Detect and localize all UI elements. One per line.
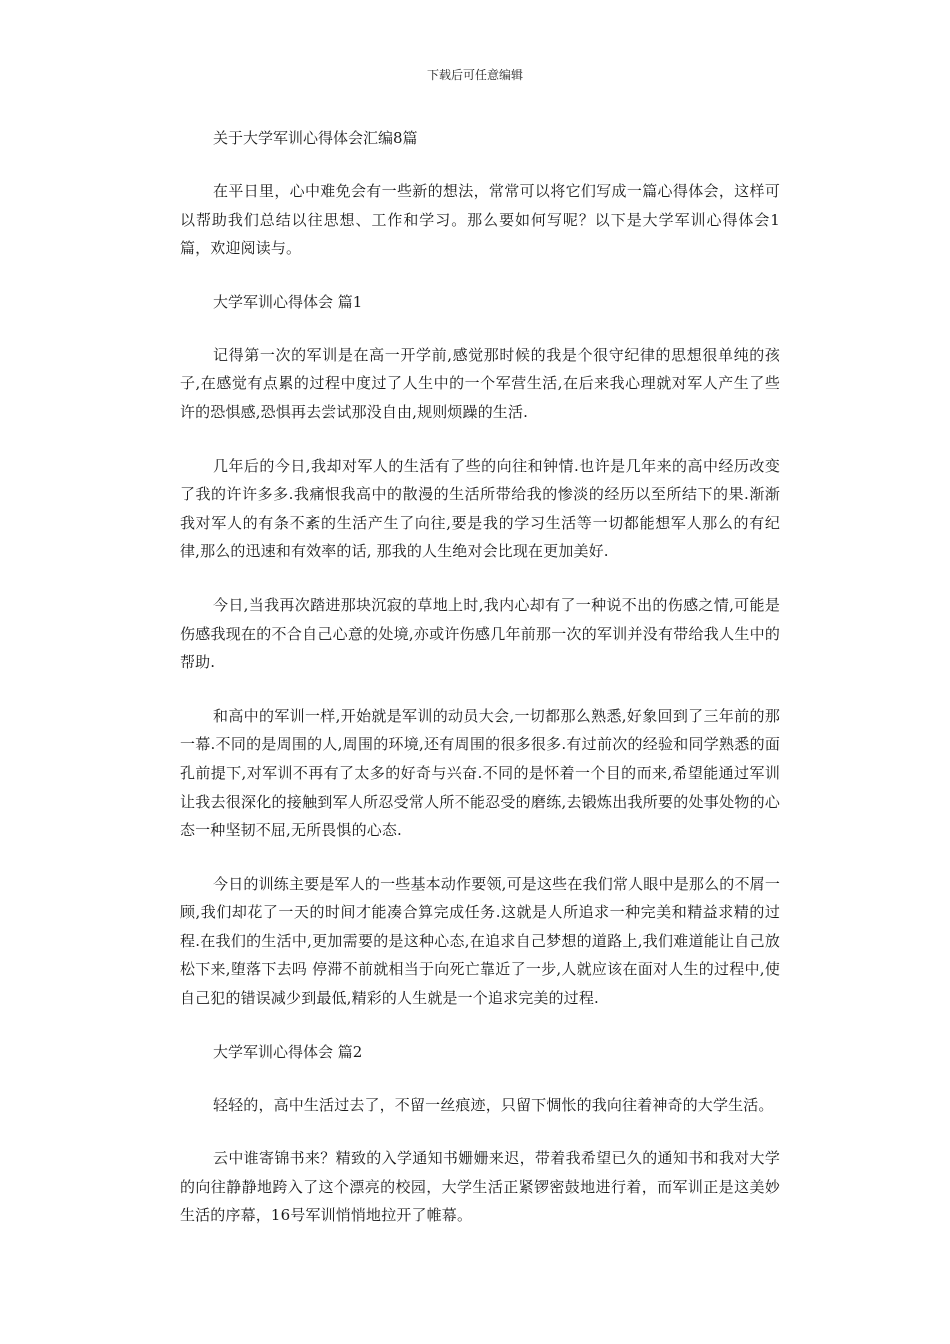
section-paragraph: 今日的训练主要是军人的一些基本动作要领,可是这些在我们常人眼中是那么的不屑一顾,我们却花了一天的时间才能凑合算完成任务.这就是人所追求一种完美和精益求精的过程.在我们的生活中,更加需要的是这种心态,在追求自己梦想的道路上,我们难道能让自己放松下来,堕落下去吗 停滞不前就相当于向死亡靠近了一步,人就应该在面对人生的过程中,使自己犯的错误减少到最低,精彩的人生就是一个追求完美的过程. — [180, 874, 780, 1008]
section-paragraph: 云中谁寄锦书来？精致的入学通知书姗姗来迟，带着我希望已久的通知书和我对大学的向往静静地跨入了这个漂亮的校园，大学生活正紧锣密鼓地进行着，而军训正是这美妙生活的序幕，16号军训悄悄地拉开了帷幕。 — [180, 1149, 780, 1225]
section-paragraph: 轻轻的，高中生活过去了，不留一丝痕迹，只留下惆怅的我向往着神奇的大学生活。 — [213, 1095, 774, 1114]
page-header-note: 下载后可任意编辑 — [426, 68, 523, 82]
document-body — [180, 124, 780, 1255]
section-paragraph: 和高中的军训一样,开始就是军训的动员大会,一切都那么熟悉,好象回到了三年前的那一幕.不同的是周围的人,周围的环境,还有周围的很多很多.有过前次的经验和同学熟悉的面孔前提下,对军训不再有了太多的好奇与兴奋.不同的是怀着一个目的而来,希望能通过军训让我去很深化的接触到军人所忍受常人所不能忍受的磨练,去锻炼出我所要的处事处物的心态一种坚韧不屈,无所畏惧的心态. — [180, 706, 780, 840]
section-title: 大学军训心得体会 篇1 — [213, 292, 363, 311]
section-paragraph: 几年后的今日,我却对军人的生活有了些的向往和钟情.也许是几年来的高中经历改变了我的许许多多.我痛恨我高中的散漫的生活所带给我的惨淡的经历以至所结下的果.渐渐我对军人的有条不紊的生活产生了向往,要是我的学习生活等一切都能想军人那么的有纪律,那么的迅速和有效率的话, 那我的人生绝对会比现在更加美好. — [180, 456, 780, 561]
section-paragraph: 记得第一次的军训是在高一开学前,感觉那时候的我是个很守纪律的思想很单纯的孩子,在感觉有点累的过程中度过了人生中的一个军营生活,在后来我心理就对军人产生了些许的恐惧感,恐惧再去尝试那没自由,规则烦躁的生活. — [180, 345, 780, 421]
intro-paragraph: 在平日里，心中难免会有一些新的想法，常常可以将它们写成一篇心得体会，这样可以帮助我们总结以往思想、工作和学习。那么要如何写呢？以下是大学军训心得体会1篇，欢迎阅读与。 — [180, 182, 780, 258]
document-title: 关于大学军训心得体会汇编8篇 — [213, 129, 418, 147]
section-title: 大学军训心得体会 篇2 — [213, 1042, 363, 1061]
section-paragraph: 今日,当我再次踏进那块沉寂的草地上时,我内心却有了一种说不出的伤感之情,可能是伤感我现在的不合自己心意的处境,亦或许伤感几年前那一次的军训并没有带给我人生中的帮助. — [180, 595, 780, 672]
